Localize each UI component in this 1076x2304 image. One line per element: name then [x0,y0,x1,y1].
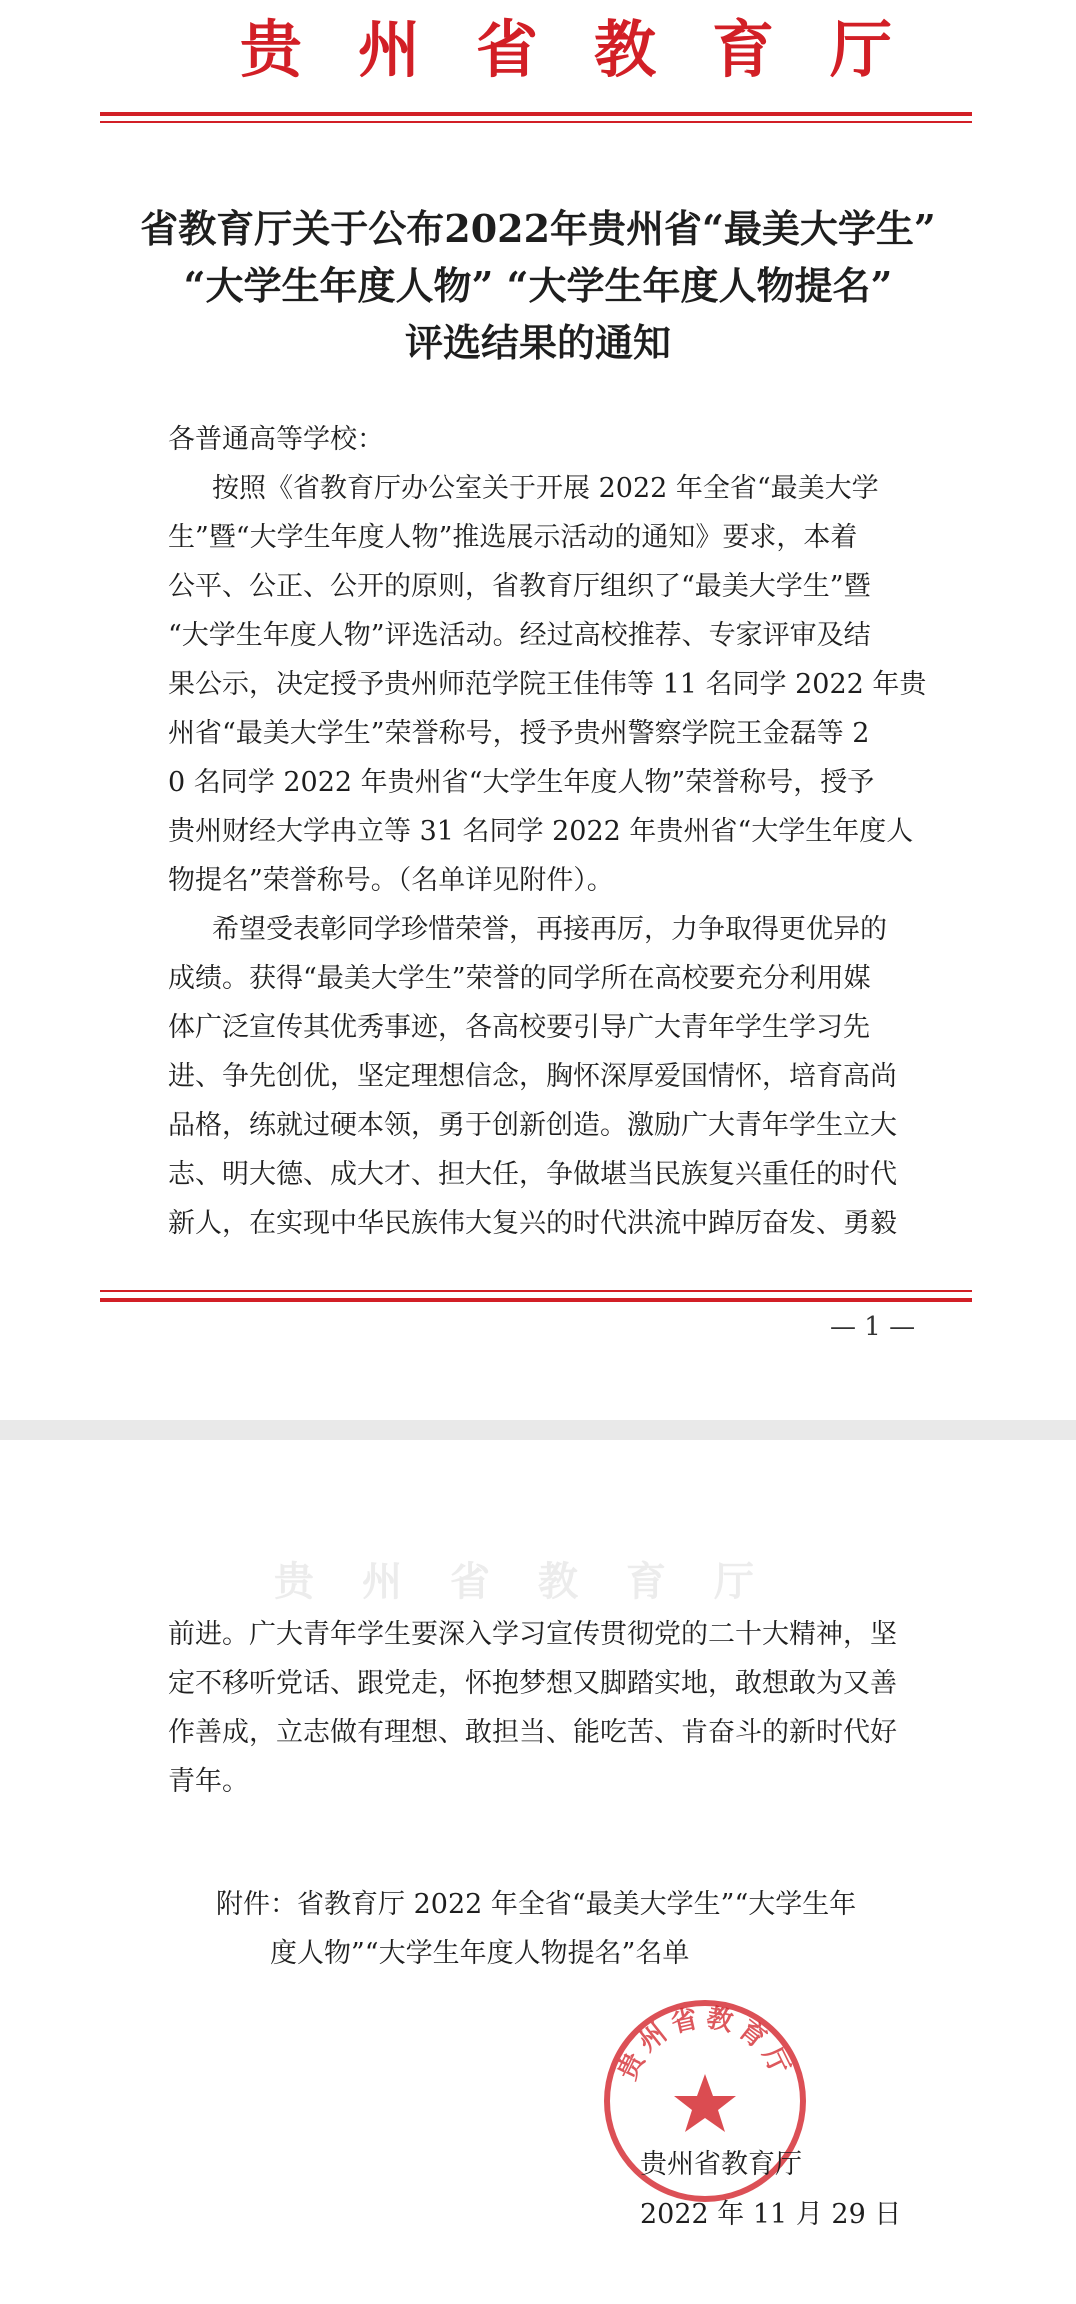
seal-text: 贵州省教育厅 [612,2002,798,2085]
body-line: 青年。 [168,1766,249,1797]
body-line: 作善成，立志做有理想、敢担当、能吃苦、肯奋斗的新时代好 [168,1717,897,1748]
seal-star-icon [674,2074,736,2132]
body-line: 志、明大德、成大才、担大任，争做堪当民族复兴重任的时代 [168,1159,897,1190]
page-separator [0,1420,1076,1440]
body-line: 成绩。获得“最美大学生”荣誉的同学所在高校要充分利用媒 [168,963,871,994]
svg-text:贵州省教育厅 [613,2003,798,2085]
body-line: 0 名同学 2022 年贵州省“大学生年度人物”荣誉称号，授予 [168,767,875,798]
title-line: “大学生年度人物” “大学生年度人物提名” [183,263,893,308]
title-line: 评选结果的通知 [404,320,671,365]
body-text-page-1 [168,464,956,1248]
signer-name: 贵州省教育厅 [640,2149,802,2180]
attachment-line: 度人物”“大学生年度人物提名”名单 [270,1938,690,1969]
masthead-title: 贵州省教育厅 [239,13,948,86]
masthead-red-line [100,112,972,116]
document-title [90,200,986,371]
attachment-line: 附件：省教育厅 2022 年全省“最美大学生”“大学生年 [216,1889,857,1920]
body-line: 前进。广大青年学生要深入学习宣传贯彻党的二十大精神，坚 [168,1619,897,1650]
body-text-page-2 [168,1610,956,1806]
footer-red-thin-line [100,1290,972,1292]
body-line: 品格，练就过硬本领，勇于创新创造。激励广大青年学生立大 [168,1110,897,1141]
body-line: 新人，在实现中华民族伟大复兴的时代洪流中踔厉奋发、勇毅 [168,1208,897,1239]
bleed-through-masthead: 贵州省教育厅 [274,1559,802,1605]
body-line: 生”暨“大学生年度人物”推选展示活动的通知》要求，本着 [168,522,858,553]
body-line: “大学生年度人物”评选活动。经过高校推荐、专家评审及结 [168,620,871,651]
body-line: 贵州财经大学冉立等 31 名同学 2022 年贵州省“大学生年度人 [168,816,914,847]
body-line: 公平、公正、公开的原则，省教育厅组织了“最美大学生”暨 [168,571,871,602]
title-line: 省教育厅关于公布2022年贵州省“最美大学生” [140,206,936,251]
footer-red-line [100,1298,972,1302]
document-page-2 [0,1440,1076,2304]
body-line: 定不移听党话、跟党走，怀抱梦想又脚踏实地，敢想敢为又善 [168,1668,897,1699]
body-line: 体广泛宣传其优秀事迹，各高校要引导广大青年学生学习先 [168,1012,870,1043]
sign-date: 2022 年 11 月 29 日 [640,2199,902,2230]
body-line: 按照《省教育厅办公室关于开展 2022 年全省“最美大学 [212,473,879,504]
body-line: 希望受表彰同学珍惜荣誉，再接再厉，力争取得更优异的 [212,914,887,945]
body-line: 果公示，决定授予贵州师范学院王佳伟等 11 名同学 2022 年贵 [168,669,927,700]
attachment-note [216,1880,856,1978]
body-line: 物提名”荣誉称号。（名单详见附件）。 [168,865,614,896]
salutation: 各普通高等学校： [168,424,384,455]
body-line: 州省“最美大学生”荣誉称号，授予贵州警察学院王金磊等 2 [168,718,870,749]
signature-block [640,2140,901,2240]
page-number: — 1 — [830,1312,916,1342]
body-line: 进、争先创优，坚定理想信念，胸怀深厚爱国情怀，培育高尚 [168,1061,897,1092]
masthead-red-thin-line [100,121,972,123]
